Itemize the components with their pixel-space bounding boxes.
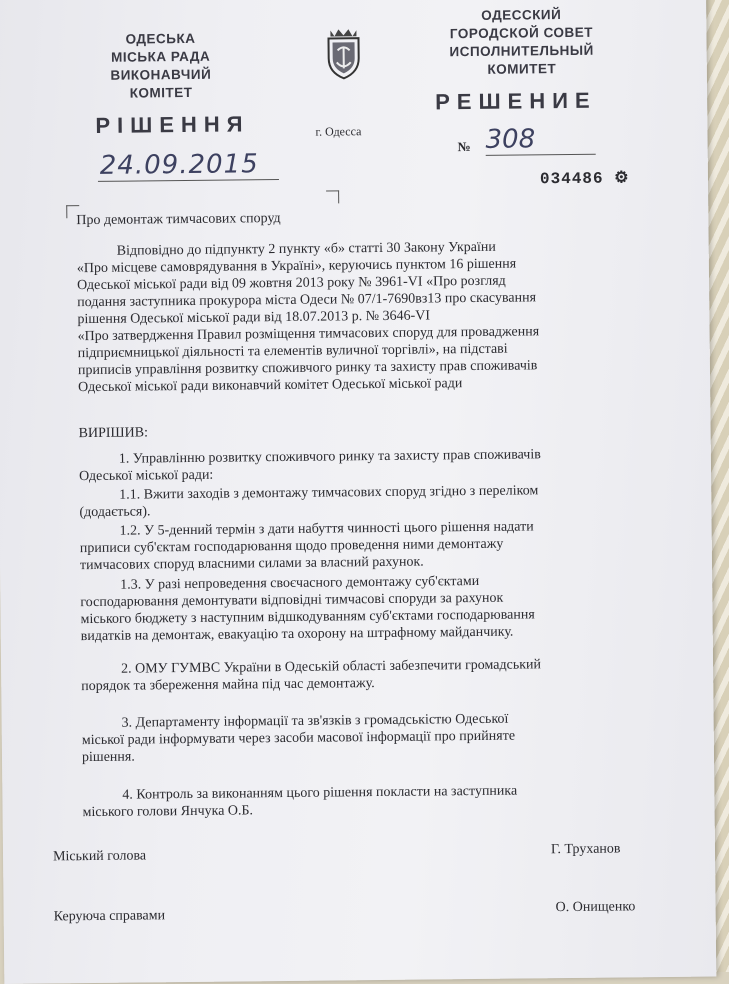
decision-number: 308 xyxy=(485,124,595,156)
item-line: Одеської міської ради: xyxy=(78,467,214,485)
item-4 xyxy=(82,781,682,821)
signature-role: Міський голова xyxy=(52,848,147,865)
item-line: міського голови Янчука О.Б. xyxy=(82,803,254,821)
intro-line: підприємницької діяльності та елементів вуличної торгівлі», на підставі xyxy=(77,341,508,362)
item-line: 1.3. У разі непроведення своєчасного демонтажу суб'єктами xyxy=(120,573,480,593)
item-1-1 xyxy=(79,481,679,521)
item-1-2 xyxy=(80,517,681,574)
item-line: приписи суб'єктам господарювання щодо проведення ними демонтажу xyxy=(79,536,504,557)
item-line: міського бюджету з наступним відшкодуванням суб'єктами господарювання xyxy=(80,607,535,628)
item-line: 1.1. Вжити заходів з демонтажу тимчасових споруд згідно з переліком xyxy=(119,483,539,503)
header-left-line: ВИКОНАВЧИЙ xyxy=(110,66,212,83)
intro-line: Відповідно до підпункту 2 пункту «б» статті 30 Закону України xyxy=(116,239,496,259)
header-left-line: МІСЬКА РАДА xyxy=(111,48,211,65)
intro-line: Одеської міської ради виконавчий комітет Одеської міської ради xyxy=(78,376,463,396)
intro-line: подання заступника прокурора міста Одеси № 07/1-7690вз13 про скасування xyxy=(77,290,537,311)
item-line: рішення. xyxy=(81,749,135,766)
city-label: г. Одесса xyxy=(315,124,362,139)
item-3 xyxy=(82,709,683,766)
intro-line: Одеської міської ради від 09 жовтня 2013 року № 3961-VI «Про розгляд xyxy=(76,273,506,294)
title-right: РЕШЕНИЕ xyxy=(435,87,597,115)
registration-number: 034486 ⚙ xyxy=(539,169,630,189)
header-right-line: ОДЕССКИЙ xyxy=(481,7,562,23)
decided-heading: ВИРІШИВ: xyxy=(78,425,149,442)
item-line: тимчасових споруд власними силами за власний рахунок. xyxy=(79,554,424,574)
item-line: 4. Контроль за виконанням цього рішення покласти на заступника xyxy=(122,783,518,803)
intro-line: приписів управління розвитку споживчого ринку та захисту прав споживачів xyxy=(77,358,538,379)
item-line: 1.2. У 5-денний термін з дати набуття чинності цього рішення надати xyxy=(119,519,534,539)
signature-name: Г. Труханов xyxy=(550,841,621,858)
signature-role: Керуюча справами xyxy=(53,908,166,925)
item-2 xyxy=(81,655,681,695)
intro-line: «Про місцеве самоврядування в Україні», керуючись пунктом 16 рішення xyxy=(76,256,517,277)
item-1 xyxy=(79,445,679,485)
item-line: міської ради інформувати через засоби масової інформації про прийняте xyxy=(81,728,516,749)
signature-name: О. Онищенко xyxy=(555,899,636,916)
header-right-line: КОМИТЕТ xyxy=(487,61,557,77)
item-line: 3. Департаменту інформації та зв'язків з громадськістю Одеської xyxy=(121,711,509,731)
header-left-line: ОДЕСЬКА xyxy=(125,30,196,47)
decision-date: 24.09.2015 xyxy=(98,149,279,182)
header-right xyxy=(426,5,617,79)
intro-line: «Про затвердження Правил розміщення тимчасових споруд для провадження xyxy=(77,324,540,345)
header-left-line: КОМІТЕТ xyxy=(129,84,193,101)
item-1-3 xyxy=(80,571,681,645)
item-line: видатків на демонтаж, евакуацію та охорону на штрафному майданчику. xyxy=(80,624,514,645)
header-right-line: ГОРОДСКОЙ СОВЕТ xyxy=(449,24,594,42)
item-line: господарювання демонтувати відповідні тимчасові споруди за рахунок xyxy=(80,590,504,611)
coat-of-arms-icon xyxy=(322,26,365,80)
subject-line: Про демонтаж тимчасових споруд xyxy=(76,211,281,229)
header-left xyxy=(90,30,231,103)
corner-mark xyxy=(326,190,339,203)
item-line: порядок та збереження майна під час демонтажу. xyxy=(81,676,375,695)
item-line: 1. Управлінню розвитку споживчого ринку та захисту прав споживачів xyxy=(118,447,541,467)
header-right-line: ИСПОЛНИТЕЛЬНЫЙ xyxy=(449,42,594,60)
item-line: (додається). xyxy=(79,504,151,521)
intro-line: рішення Одеської міської ради від 18.07.2013 р. № 3646-VI xyxy=(77,308,431,328)
title-left: РІШЕННЯ xyxy=(95,111,250,138)
number-label: № xyxy=(457,139,471,155)
item-line: 2. ОМУ ГУМВС України в Одеській області забезпечити громадський xyxy=(120,657,542,677)
intro-paragraph xyxy=(77,237,679,396)
